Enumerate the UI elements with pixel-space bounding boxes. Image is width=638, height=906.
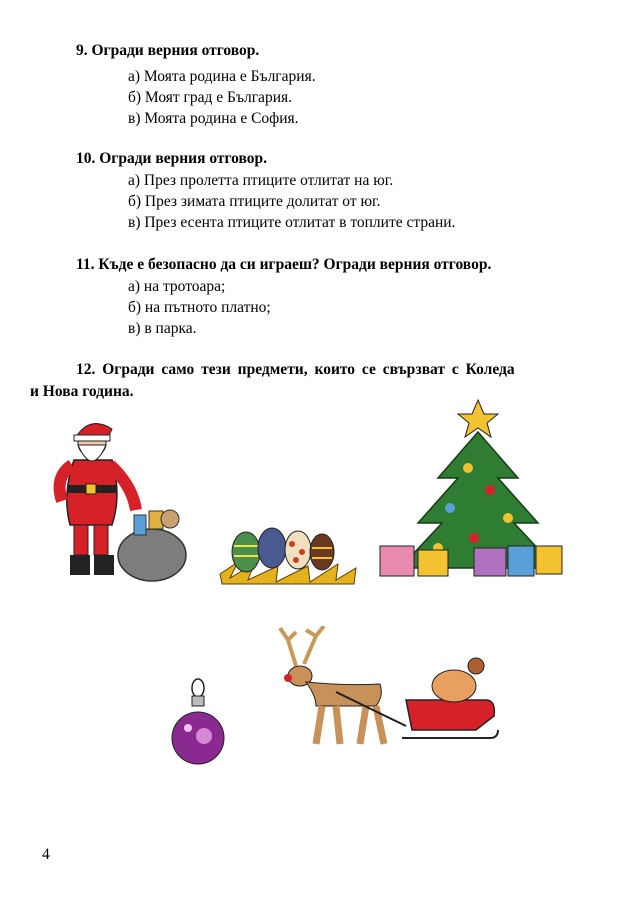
question-10-option-b: б) През зимата птиците долитат от юг. [128,193,381,210]
question-11-option-b: б) на пътното платно; [128,299,271,316]
question-10-option-c: в) През есента птиците отлитат в топлите страни. [128,214,456,231]
easter-eggs-picture[interactable] [218,522,358,586]
christmas-tree-picture[interactable] [378,398,568,588]
question-11-option-a: а) на тротоара; [128,278,226,295]
question-11-title: 11. Къде е безопасно да си играеш? Огради верния отговор. [76,256,492,273]
question-9-option-b: б) Моят град е България. [128,89,292,106]
question-9-option-a: а) Моята родина е България. [128,68,316,85]
question-10-title: 10. Огради верния отговор. [76,150,268,167]
reindeer-sleigh-picture[interactable] [276,626,502,764]
question-12-title-line1: 12. Огради само тези предмети, които се свързват с Коледа [76,361,515,378]
question-9-option-c: в) Моята родина е София. [128,110,299,127]
santa-claus-picture[interactable] [52,415,192,585]
question-11-option-c: в) в парка. [128,320,197,337]
question-10-option-a: а) През пролетта птиците отлитат на юг. [128,172,394,189]
christmas-ornament-picture[interactable] [170,678,226,772]
page-number: 4 [42,846,50,863]
question-12-title-line2: и Нова година. [30,383,134,400]
question-9-title: 9. Огради верния отговор. [76,42,260,59]
